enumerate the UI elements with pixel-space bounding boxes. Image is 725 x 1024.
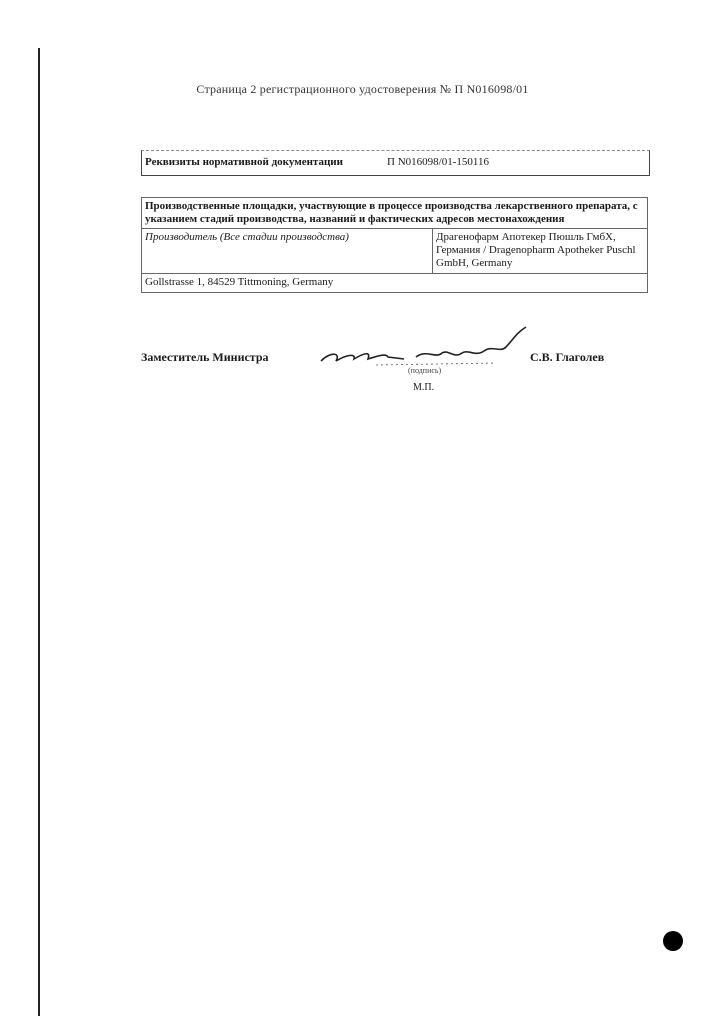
- production-sites-table: [141, 197, 648, 293]
- manufacturer-role: Производитель (Все стадии производства): [142, 229, 433, 274]
- normative-docs-value: П N016098/01-150116: [387, 156, 489, 168]
- production-sites-header: Производственные площадки, участвующие в процессе производства лекарственного препарата, с указанием стадий производства, названий и фактических адресов местонахождения: [142, 198, 648, 229]
- signatory-name: С.В. Глаголев: [530, 350, 605, 364]
- corner-dot-mark: [663, 931, 683, 951]
- manufacturer-address: Gollstrasse 1, 84529 Tittmoning, Germany: [142, 274, 648, 293]
- page-header: Страница 2 регистрационного удостоверения № П N016098/01: [196, 82, 529, 96]
- stamp-place-label: М.П.: [413, 382, 435, 393]
- signature-caption: (подпись): [408, 366, 442, 375]
- signature-block: [141, 348, 648, 408]
- manufacturer-name: Драгенофарм Апотекер Пюшль ГмбХ, Германия / Dragenopharm Apotheker Puschl GmbH, Germany: [433, 229, 648, 274]
- signatory-title: Заместитель Министра: [141, 350, 269, 364]
- normative-docs-label: Реквизиты нормативной документации: [145, 156, 343, 168]
- left-margin-line: [38, 48, 40, 1016]
- normative-docs-box: [141, 150, 650, 176]
